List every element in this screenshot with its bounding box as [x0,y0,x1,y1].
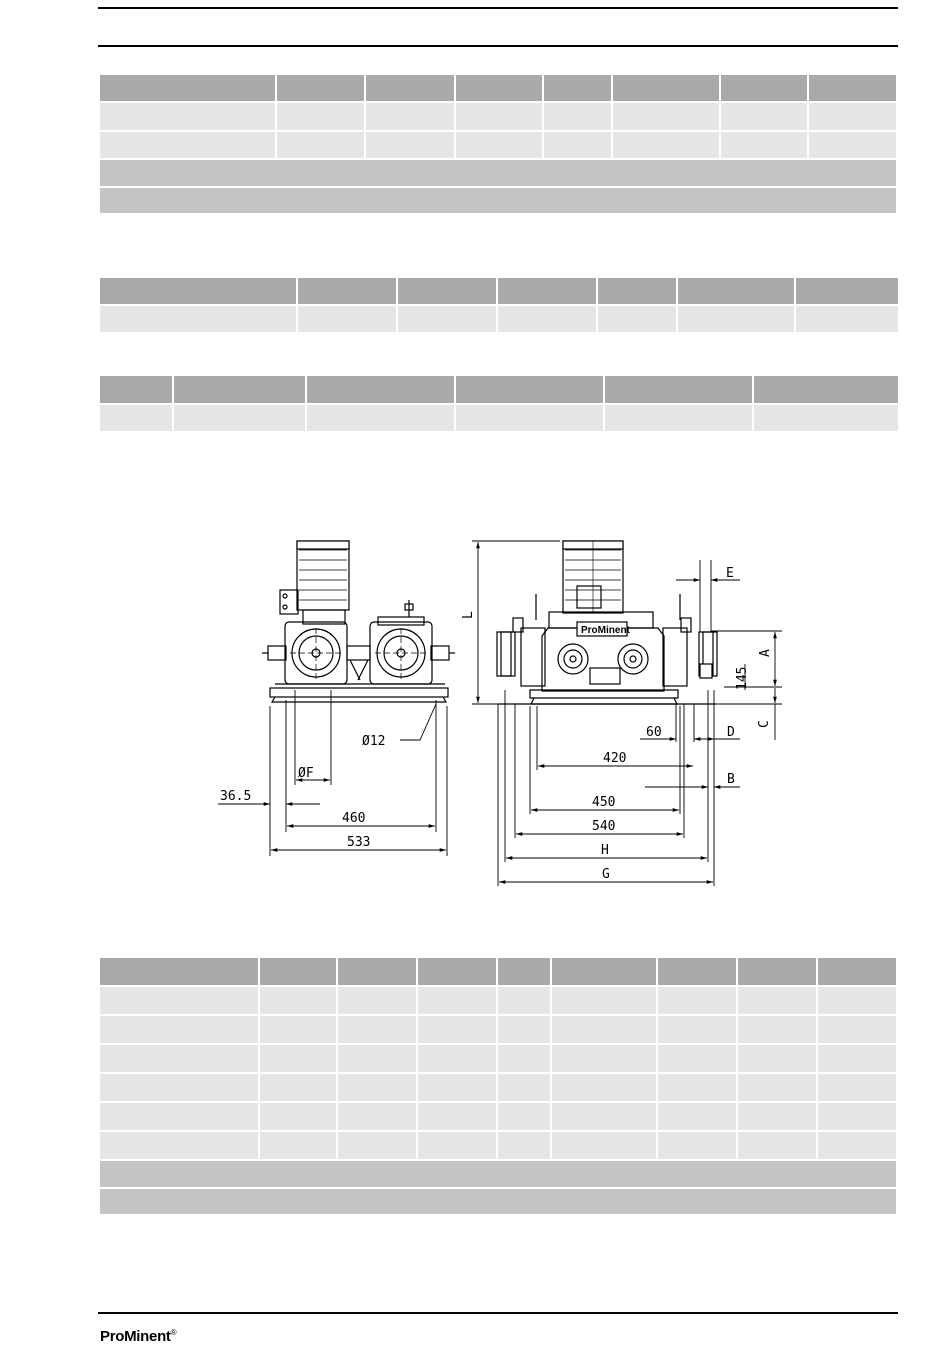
dim-60: 60 [646,725,662,740]
dim-dia-f: ØF [298,766,314,781]
dim-letter-l: L [461,611,476,619]
side-view [262,541,455,702]
side-view-dimensions [218,690,447,856]
footer-rule [98,1312,898,1314]
gearbox-brand-label: ProMinent [581,625,630,636]
dim-36-5: 36.5 [220,789,252,804]
front-view [497,541,717,704]
dim-450: 450 [592,795,616,810]
dim-dia-12: Ø12 [362,734,386,749]
footer-logo-mark: ® [170,1328,177,1337]
dim-letter-b: B [727,772,735,787]
dim-letter-a: A [758,649,773,657]
dim-540: 540 [592,819,616,834]
dim-533: 533 [347,835,371,850]
dim-letter-c: C [757,720,772,728]
dim-letter-d: D [727,725,735,740]
side-view-labels [220,734,385,850]
dim-letter-h: H [601,843,609,858]
footer-logo [100,1328,176,1345]
dim-460: 460 [342,811,366,826]
dim-letter-e: E [726,566,734,581]
dim-420: 420 [603,751,627,766]
footer-logo-text: ProMinent [100,1328,171,1345]
dim-145: 145 [735,666,750,690]
front-view-dimensions [472,541,782,886]
dim-letter-g: G [602,867,610,882]
